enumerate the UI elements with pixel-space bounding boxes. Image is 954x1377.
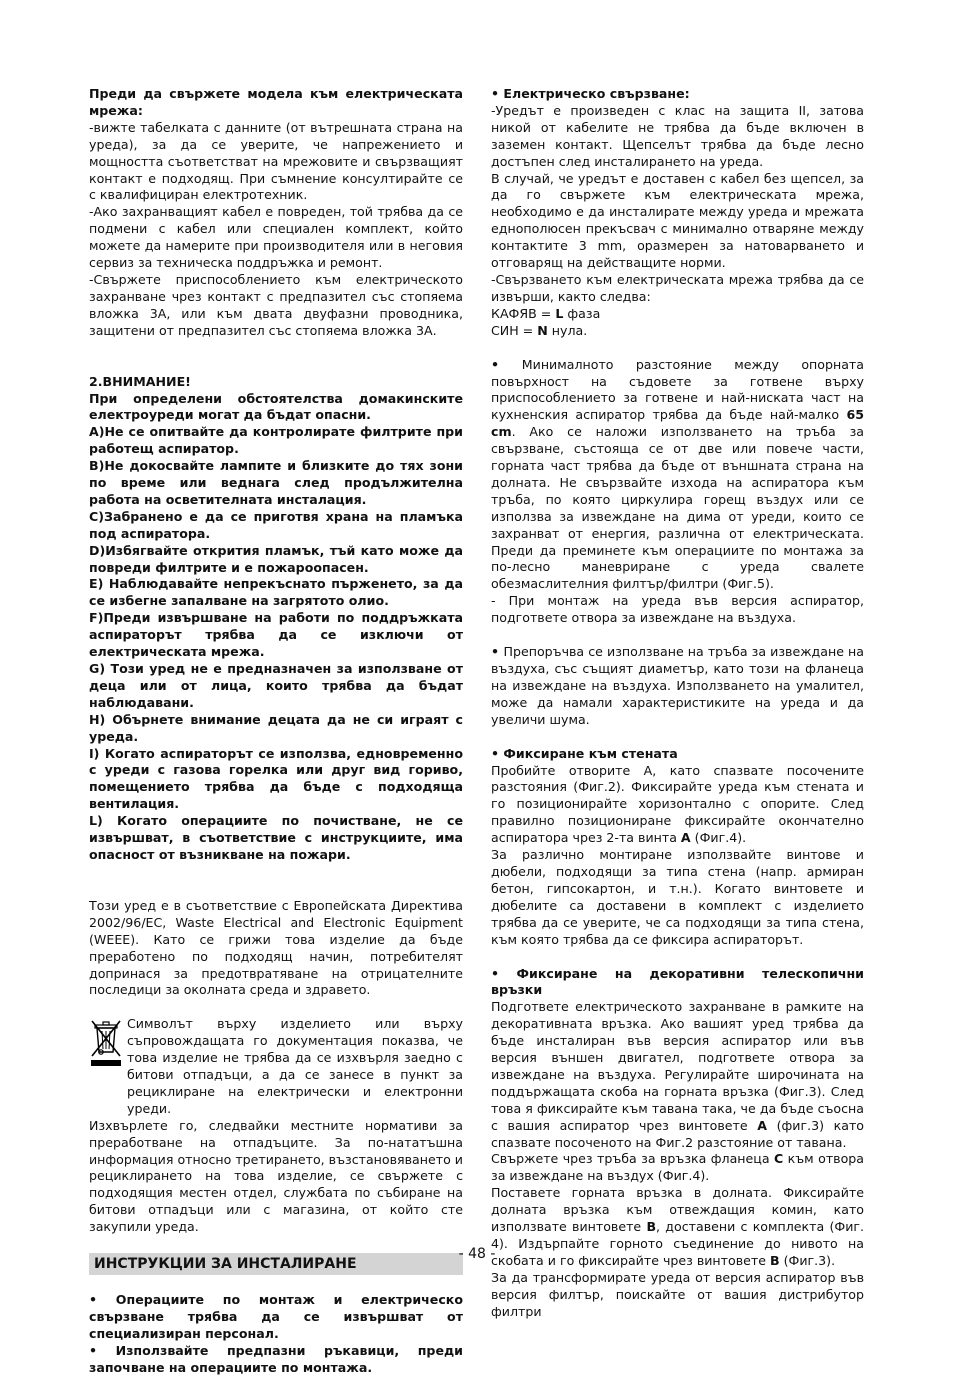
wire-brown: КАФЯВ = L фаза: [491, 305, 601, 321]
warning-item-b: B)Не докосвайте лампите и близките до тях зони по време или веднага след продължителна работа на осветителната инсталация.: [89, 458, 463, 507]
wall-fixing-title: • Фиксиране към стената: [491, 745, 678, 761]
warning-item-a: A)Не се опитвайте да контролирате филтрите при работещ аспиратор.: [89, 424, 463, 457]
warning-item-f: F)Преди извършване на работи по поддръжката аспираторът трябва да се изключи от електрическата мрежа.: [89, 610, 463, 660]
left-column: [89, 86, 463, 1377]
weee-block: [89, 1016, 463, 1117]
warning-item-i: I) Когато аспираторът се използва, едновременно с уреди с газова горелка или друг вид гориво, помещението трябва да бъде с подходяща вентилация.: [89, 745, 463, 812]
intro-paragraph-2: -Ако захранващият кабел е повреден, той трябва да се подмени с кабел или специален комплект, който можете да намерите при производителя или в неговия сервиз за техническа поддръжка и ремонт.: [89, 204, 463, 271]
aspirator-version-note: - При монтаж на уреда във версия аспиратор, подгответе отвора за извеждане на въздуха.: [491, 593, 864, 626]
disposal-paragraph: Изхвърлете го, следвайки местните нормативи за преработване на отпадъците. За по-нататъшна информация относно третирането, възстановяването и рециклирането на това изделие, се свържете с подходящия местен отдел, службата по събиране на битови отпадъци или с магазина, от който сте закупили уреда.: [89, 1117, 463, 1235]
warning-item-d: D)Избягвайте открития пламък, тъй като може да повреди филтрите и е пожароопасен.: [89, 542, 463, 575]
decorative-paragraph-4: За да трансформирате уреда от версия аспиратор във версия филтър, поискайте от вашия дистрибутор филтри: [491, 1269, 864, 1319]
right-column: [491, 86, 864, 1321]
warning-item-g: G) Този уред не е предназначен за използване от деца или от лица, които трябва да бъдат наблюдавани.: [89, 661, 463, 710]
warning-intro: При определени обстоятелства домакинските електроуреди могат да бъдат опасни.: [89, 390, 463, 423]
warning-title: 2.ВНИМАНИЕ!: [89, 373, 191, 389]
intro-paragraph-1: -вижте табелката с данните (от вътрешната страна на уреда), за да се уверите, че напрежението и мощността съответстват на мрежовите и свързващият контакт е подходящ. При съмнение консултирайте се с квалифициран електротехник.: [89, 119, 463, 203]
install-note-1: • Операциите по монтаж и електрическо свързване трябва да се извършват от специализиран персонал.: [89, 1292, 463, 1341]
intro-paragraph-3: -Свържете приспособлението към електрическото захранване чрез контакт с предпазител със стопяема вложка 3А, или към двата двуфазни проводника, защитени от предпазител със стопяема вложка 3А.: [89, 271, 463, 338]
warning-item-e: E) Наблюдавайте непрекъснато пърженето, за да се избегне запалване на загрятото олио.: [89, 576, 463, 609]
electrical-title: • Електрическо свързване:: [491, 86, 690, 101]
distance-paragraph: • Минималното разстояние между опорната повърхност на съдовете за готвене върху приспособлението за готвене и най-ниската част на кухненския аспиратор трябва да бъде най-малко 65 cm. Ако се наложи използването на тръба за свързване, състояща се от две или повече части, горната част трябва да бъде от външната страна на долната. Не свързвайте изхода на аспиратора към тръба, по която циркулира горещ въздух или се използва за извеждане на дима от уреди, които се захранват от енергия, различна от електрическата. Преди да преминете към операциите по монтажа за по-лесно маневриране с уреда свалете обезмаслителния филтър/филтри (Фиг.5).: [491, 356, 864, 592]
warning-item-l: L) Когато операциите по почистване, не се извършват, в съответствие с инструкциите, има опасност от възникване на пожари.: [89, 813, 463, 862]
decorative-paragraph-1: Подгответе електрическото захранване в рамките на декоративната връзка. Ако вашият уред трябва да бъде инсталиран във версия аспиратор или във версия външен двигател, подгответе отвора за извеждане на въздуха. Регулирайте широчината на поддържащата скоба на горната връзка (Фиг.3). След това я фиксирайте към тавана така, че да бъде съосна с вашия аспиратор чрез винтовете A (фиг.3) като спазвате посоченото на Фиг.2 разстояние от тавана.: [491, 999, 864, 1150]
decorative-paragraph-3: Поставете горната връзка в долната. Фиксирайте долната връзка към отвеждащия комин, като използвате винтовете B, доставени с комплекта (Фиг. 4). Издърпайте горното съединение до нивото на скобата и го фиксирайте чрез винтовете B (Фиг.3).: [491, 1185, 865, 1268]
warning-item-h: H) Обърнете внимание децата да не си играят с уреда.: [89, 711, 463, 744]
wire-blue: СИН = N нула.: [491, 322, 588, 338]
pipe-paragraph: • Препоръчва се използване на тръба за извеждане на въздуха, със същият диаметър, като този на фланеца на извеждане на въздуха. Използването на умалител, може да намали характеристиките на уреда и да увеличи шума.: [491, 644, 864, 727]
install-note-2: • Използвайте предпазни ръкавици, преди започване на операциите по монтажа.: [89, 1342, 463, 1375]
weee-symbol-text: Символът върху изделието или върху съпровождащата го документация показва, че това изделие не трябва да се изхвърля заедно с битови отпадъци, а да се занесе в пункт за рециклиране на електрически и електронни уреди.: [127, 1016, 463, 1116]
installation-section-header: ИНСТРУКЦИИ ЗА ИНСТАЛИРАНЕ: [89, 1253, 463, 1275]
electrical-paragraph-3: -Свързването към електрическата мрежа трябва да се извърши, както следва:: [491, 271, 864, 304]
weee-bin-icon: [89, 1018, 123, 1068]
page-number: - 48 -: [458, 1246, 496, 1262]
wall-fixing-paragraph-1: Пробийте отворите А, като спазвате посочените разстояния (Фиг.2). Фиксирайте уреда към стената и го позиционирайте хоризонтално с опорите. След правилно позициониране фиксирайте окончателно аспиратора чрез 2-та винта A (Фиг.4).: [491, 762, 864, 846]
directive-paragraph: Този уред е в съответствие с Европейската Директива 2002/96/EC, Waste Electrical and Electronic Equipment (WEEE). Като се грижи това изделие да бъде преработено по подходящ начин, потребителят допринася за предотвратяване на отрицателните последици за околната среда и здравето.: [89, 897, 463, 998]
intro-title: Преди да свържете модела към електрическата мрежа:: [89, 86, 463, 118]
wall-fixing-paragraph-2: За различно монтиране използвайте винтове и дюбели, подходящи за типа стена (напр. армиран бетон, гипсокартон, и т.н.). Когато винтовете и дюбелите са доставени в комплект с изделието трябва да се уверите, че са подходящи за типа стена, към която трябва да се фиксира аспираторът.: [491, 847, 864, 947]
warning-item-c: C)Забранено е да се приготвя храна на пламъка под аспиратора.: [89, 508, 463, 541]
electrical-paragraph-1: -Уредът е произведен с клас на защита II, затова никой от кабелите не трябва да бъде включен в заземен контакт. Щепселът трябва да бъде лесно достъпен след инсталирането на уреда.: [491, 102, 864, 169]
decorative-fixing-title: • Фиксиране на декоративни телескопични връзки: [491, 965, 864, 998]
electrical-paragraph-2: В случай, че уредът е доставен с кабел без щепсел, за да го свържете към електрическата мрежа, необходимо е да инсталирате между уреда и мрежата еднополюсен прекъсвач с минимално отваряне между контактите 3 mm, оразмерен за натоварването и отговарящ на действащите норми.: [491, 170, 864, 271]
decorative-paragraph-2: Свържете чрез тръба за връзка фланеца C към отвора за извеждане на въздух (Фиг.4).: [491, 1151, 864, 1184]
